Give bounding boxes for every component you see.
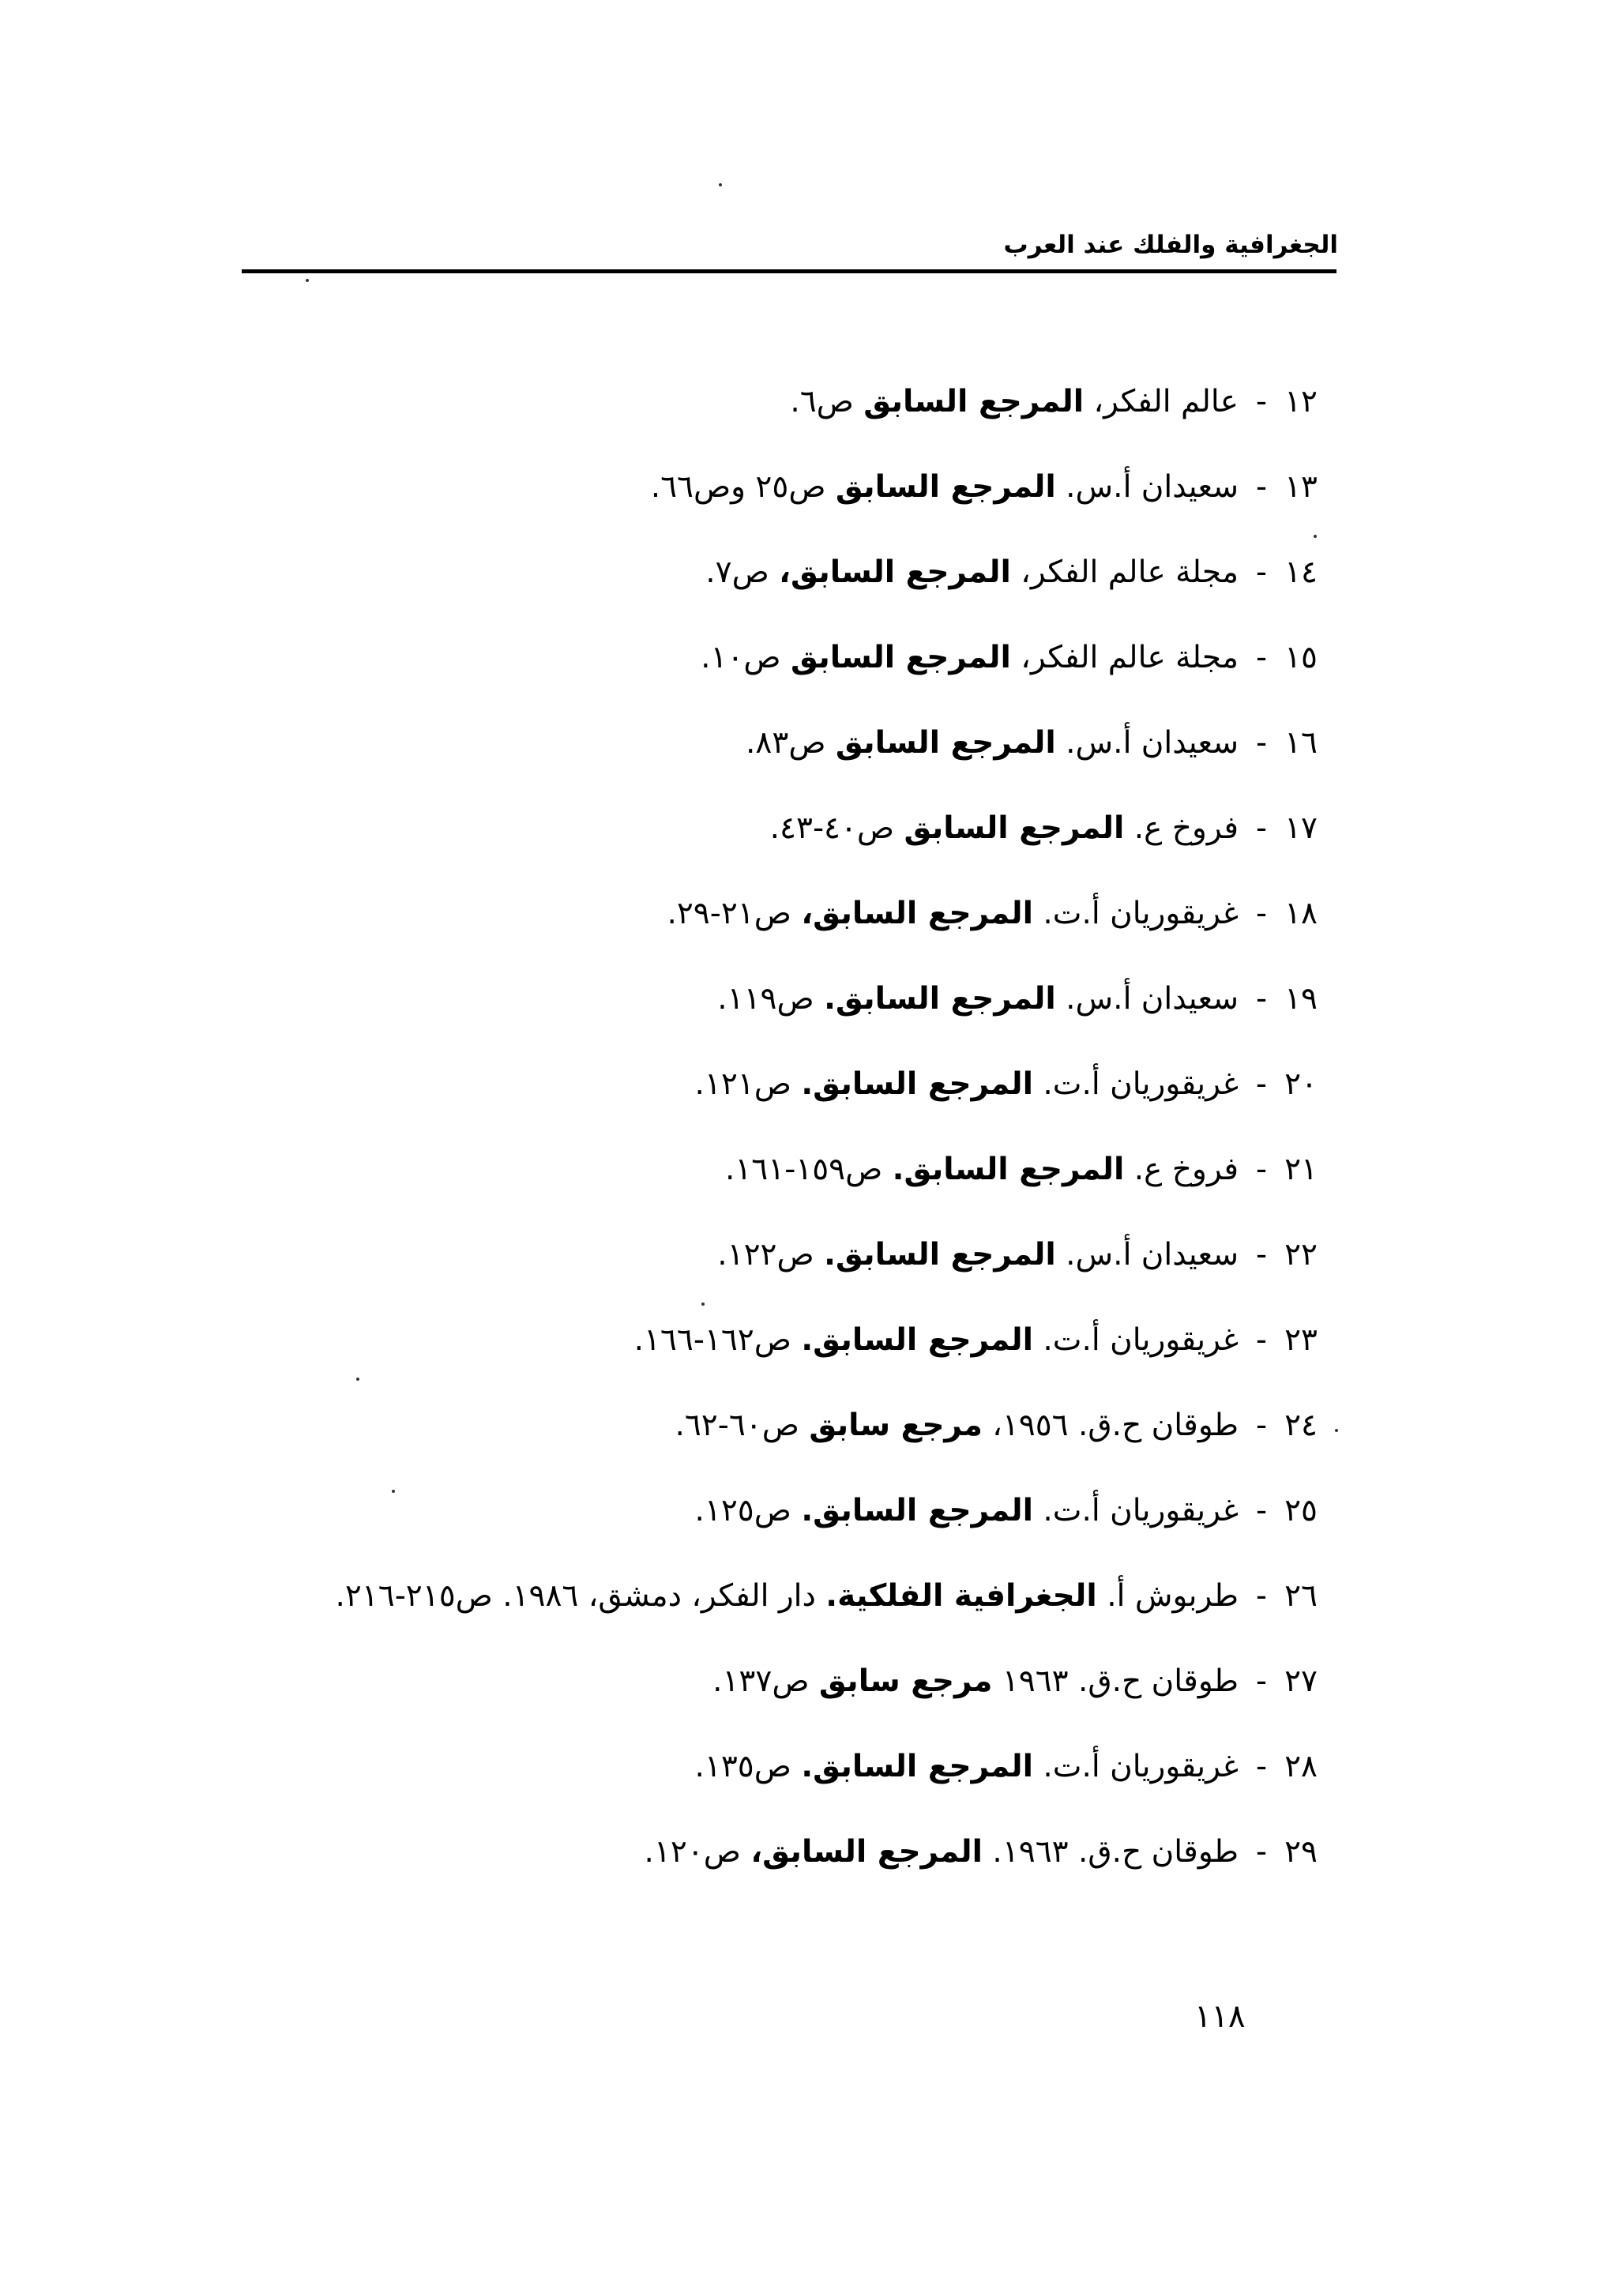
endnote-reference-title: المرجع السابق [835,725,1056,761]
endnote-reference-title: المرجع السابق [863,384,1085,419]
endnote-number: ٢١ [1284,1152,1318,1187]
endnote-dash: - [1256,981,1268,1017]
endnote-number: ٢٢ [1284,1237,1318,1272]
scan-speck [392,1490,395,1493]
scan-speck [719,183,722,186]
endnote-item [335,630,1318,716]
endnote-dash: - [1256,1749,1268,1784]
endnote-dash: - [1256,1066,1268,1102]
endnote-pages: ص٦٠-٦٢. [675,1408,810,1443]
endnote-item [335,374,1318,460]
endnote-pages: ص٦. [790,384,864,419]
endnote-item [335,460,1318,545]
running-header: الجغرافية والفلك عند العرب [1003,231,1338,259]
endnote-number: ١٢ [1284,384,1318,419]
page-number: ١١٨ [1194,1998,1246,2035]
endnote-author: غريقوريان أ.ت. [1033,1322,1239,1358]
endnote-dash: - [1256,640,1268,675]
endnote-author: سعيدان أ.س. [1055,981,1239,1017]
endnote-dash: - [1256,725,1268,761]
endnote-item [335,1227,1318,1313]
endnote-item [335,1569,1318,1654]
scan-speck [306,279,309,282]
endnote-number: ٢٠ [1284,1066,1318,1102]
scan-speck [356,1378,359,1381]
endnote-number: ٢٤ [1284,1408,1318,1443]
header-rule [242,269,1336,273]
endnote-reference-title: مرجع سابق [809,1408,983,1443]
endnote-pages: ص١٢١. [694,1066,802,1102]
endnote-pages: ص١٦٢-١٦٦. [633,1322,802,1358]
endnote-author: فروخ ع. [1124,1152,1239,1187]
endnote-item [335,1483,1318,1569]
endnote-author: مجلة عالم الفكر، [1010,554,1239,590]
endnote-author: سعيدان أ.س. [1055,725,1239,761]
endnote-number: ٢٧ [1284,1663,1318,1699]
endnote-pages: ص١١٩. [717,981,825,1017]
endnote-dash: - [1256,469,1268,505]
endnote-dash: - [1256,1578,1268,1614]
endnote-author: سعيدان أ.س. [1055,469,1239,505]
scan-speck [1335,1429,1338,1432]
endnote-reference-title: المرجع السابق. [892,1152,1125,1187]
endnote-reference-title: المرجع السابق [904,810,1125,846]
endnote-dash: - [1256,1322,1268,1358]
endnote-reference-title: المرجع السابق، [779,554,1011,590]
endnote-item [335,1057,1318,1142]
endnote-pages: ص٤٠-٤٣. [769,810,904,846]
endnote-reference-title: المرجع السابق. [801,1749,1034,1784]
endnote-author: غريقوريان أ.ت. [1033,1749,1239,1784]
endnote-dash: - [1256,1663,1268,1699]
endnote-item [335,1825,1318,1910]
endnote-reference-title: المرجع السابق. [801,1322,1034,1358]
endnote-author: غريقوريان أ.ت. [1033,1066,1239,1102]
endnote-pages: ص٢٥ وص٦٦. [650,469,836,505]
endnotes-list [335,374,1318,1910]
endnote-dash: - [1256,1493,1268,1528]
endnote-item [335,1142,1318,1227]
endnote-pages: ص١٣٧. [712,1663,819,1699]
endnote-reference-title: المرجع السابق. [824,981,1056,1017]
endnote-author: طوقان ح.ق. ١٩٦٣. [983,1834,1239,1870]
endnote-pages: ص٧. [705,554,780,590]
endnote-number: ١٨ [1284,896,1318,931]
endnote-dash: - [1256,810,1268,846]
endnote-pages: ص١٠. [701,640,791,675]
endnote-author: طوقان ح.ق. ١٩٦٣ [992,1663,1239,1699]
endnote-reference-title: المرجع السابق، [801,896,1034,931]
endnote-number: ١٤ [1284,554,1318,590]
endnote-reference-title: مرجع سابق [818,1663,993,1699]
endnote-dash: - [1256,1408,1268,1443]
endnote-item [335,1398,1318,1483]
endnote-number: ٢٩ [1284,1834,1318,1870]
endnote-number: ٢٦ [1284,1578,1318,1614]
endnote-number: ١٣ [1284,469,1318,505]
scan-speck [701,1303,705,1306]
endnote-item [335,801,1318,886]
endnote-author: غريقوريان أ.ت. [1033,896,1239,931]
endnote-reference-title: المرجع السابق [835,469,1056,505]
endnote-dash: - [1256,1152,1268,1187]
endnote-item [335,972,1318,1057]
endnote-pages: ص١٢٢. [717,1237,825,1272]
endnote-number: ١٩ [1284,981,1318,1017]
endnote-item [335,886,1318,972]
endnote-dash: - [1256,1834,1268,1870]
endnote-dash: - [1256,1237,1268,1272]
endnote-dash: - [1256,554,1268,590]
endnote-author: طربوش أ. [1096,1578,1239,1614]
endnote-author: مجلة عالم الفكر، [1010,640,1239,675]
endnote-reference-title: المرجع السابق. [824,1237,1056,1272]
endnote-pages: ص١٢٠. [644,1834,751,1870]
endnote-author: غريقوريان أ.ت. [1033,1493,1239,1528]
endnote-pages: ص١٣٥. [694,1749,802,1784]
endnote-dash: - [1256,896,1268,931]
endnote-item [335,1739,1318,1825]
endnote-number: ٢٣ [1284,1322,1318,1358]
endnote-author: سعيدان أ.س. [1055,1237,1239,1272]
endnote-number: ٢٥ [1284,1493,1318,1528]
endnote-reference-title: الجغرافية الفلكية. [825,1578,1097,1614]
endnote-item [335,545,1318,630]
endnote-pages: ص١٥٩-١٦١. [724,1152,893,1187]
endnote-pages: دار الفكر، دمشق، ١٩٨٦. ص٢١٥-٢١٦. [335,1578,826,1614]
endnote-number: ١٦ [1284,725,1318,761]
endnote-pages: ص٨٣. [746,725,836,761]
endnote-author: فروخ ع. [1124,810,1239,846]
endnote-reference-title: المرجع السابق. [801,1493,1034,1528]
endnote-reference-title: المرجع السابق [790,640,1011,675]
endnote-pages: ص٢١-٢٩. [667,896,802,931]
endnote-author: عالم الفكر، [1084,384,1239,419]
endnote-pages: ص١٢٥. [694,1493,802,1528]
endnote-item [335,1654,1318,1739]
endnote-item [335,716,1318,801]
endnote-item [335,1313,1318,1398]
endnote-number: ١٥ [1284,640,1318,675]
endnote-reference-title: المرجع السابق، [750,1834,983,1870]
scan-speck [1314,535,1317,538]
endnote-dash: - [1256,384,1268,419]
endnote-number: ١٧ [1284,810,1318,846]
endnote-reference-title: المرجع السابق. [801,1066,1034,1102]
endnote-number: ٢٨ [1284,1749,1318,1784]
endnote-author: طوقان ح.ق. ١٩٥٦، [982,1408,1239,1443]
